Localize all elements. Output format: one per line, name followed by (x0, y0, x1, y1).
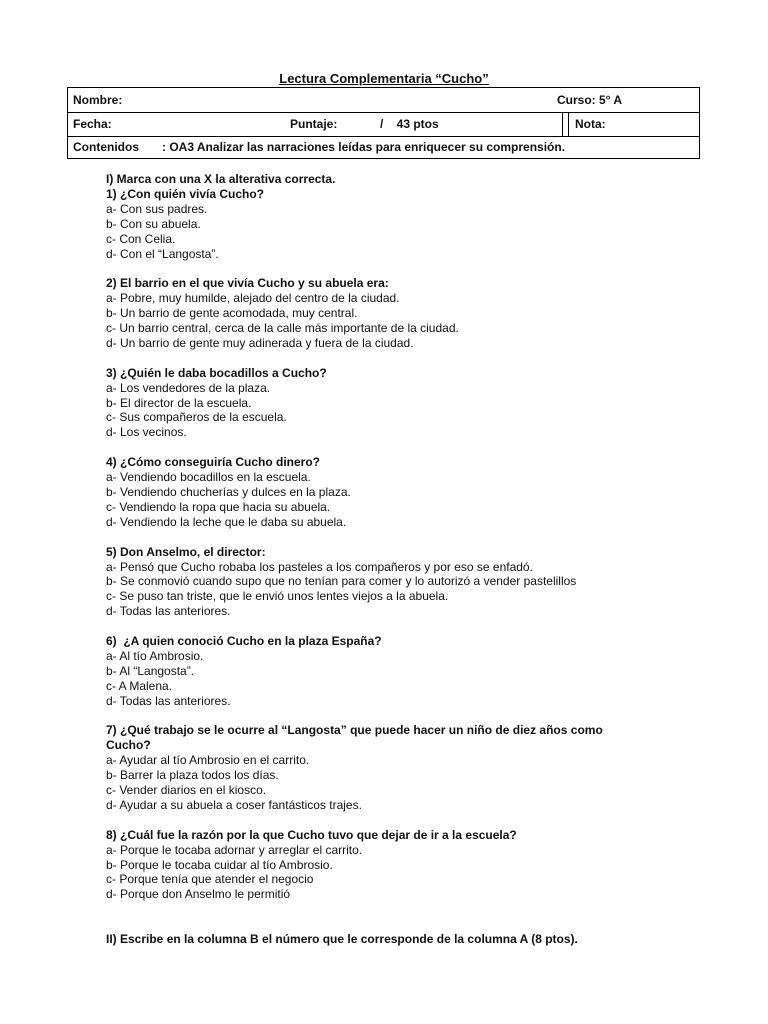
question-title: 2) El barrio en el que vivía Cucho y su abuela era: (106, 276, 389, 291)
section1-instruction: I) Marca con una X la alterativa correcta. (106, 172, 336, 186)
option-b[interactable]: b- Se conmovió cuando supo que no tenían para comer y lo autorizó a vender pastelillos (106, 574, 577, 589)
option-c[interactable]: c- Vender diarios en el kiosco. (106, 783, 267, 798)
puntaje-label: Puntaje: (290, 117, 338, 131)
header-table (67, 87, 700, 159)
contenidos-label: Contenidos (73, 140, 139, 154)
option-b[interactable]: b- Barrer la plaza todos los días. (106, 768, 279, 783)
header-row-fecha (68, 112, 699, 137)
header-divider (568, 112, 569, 136)
question-4 (106, 455, 706, 530)
option-b[interactable]: b- Un barrio de gente acomodada, muy central. (106, 306, 358, 321)
question-5 (106, 545, 706, 620)
question-7 (106, 723, 706, 812)
option-d[interactable]: d- Ayudar a su abuela a coser fantásticos trajes. (106, 797, 362, 812)
contenidos-value: : OA3 Analizar las narraciones leídas para enriquecer su comprensión. (162, 140, 566, 154)
option-a[interactable]: a- Pensó que Cucho robaba los pasteles a los compañeros y por eso se enfadó. (106, 559, 533, 574)
section2-instruction: II) Escribe en la columna B el número que le corresponde de la columna A (8 ptos). (106, 932, 578, 946)
option-d[interactable]: d- Los vecinos. (106, 425, 187, 440)
option-a[interactable]: a- Con sus padres. (106, 201, 208, 216)
question-title: 6) ¿A quien conoció Cucho en la plaza España? (106, 634, 382, 649)
option-a[interactable]: a- Pobre, muy humilde, alejado del centro de la ciudad. (106, 291, 400, 306)
curso-label: Curso: 5° A (557, 93, 623, 107)
question-title: 3) ¿Quién le daba bocadillos a Cucho? (106, 365, 327, 380)
option-c[interactable]: c- Un barrio central, cerca de la calle más importante de la ciudad. (106, 321, 459, 336)
option-b[interactable]: b- Vendiendo chucherías y dulces en la plaza. (106, 484, 351, 499)
question-1 (106, 187, 706, 262)
option-d[interactable]: d- Con el “Langosta”. (106, 246, 219, 261)
header-row-contenidos (68, 136, 699, 159)
option-d[interactable]: d- Todas las anteriores. (106, 693, 231, 708)
option-b[interactable]: b- Al “Langosta”. (106, 663, 195, 678)
option-d[interactable]: d- Todas las anteriores. (106, 604, 231, 619)
questions-section (106, 172, 706, 917)
question-title: 5) Don Anselmo, el director: (106, 544, 266, 559)
option-c[interactable]: c- Se puso tan triste, que le envió unos lentes viejos a la abuela. (106, 589, 449, 604)
header-row-nombre (68, 88, 699, 113)
option-b[interactable]: b- Con su abuela. (106, 216, 201, 231)
option-a[interactable]: a- Porque le tocaba adornar y arreglar el carrito. (106, 842, 363, 857)
option-a[interactable]: a- Al tío Ambrosio. (106, 648, 204, 663)
question-8 (106, 828, 706, 903)
question-3 (106, 366, 706, 441)
option-a[interactable]: a- Ayudar al tío Ambrosio en el carrito. (106, 753, 310, 768)
option-c[interactable]: c- Vendiendo la ropa que hacia su abuela. (106, 499, 331, 514)
option-c[interactable]: c- Porque tenía que atender el negocio (106, 872, 314, 887)
question-title: 4) ¿Cómo conseguiría Cucho dinero? (106, 455, 321, 470)
option-a[interactable]: a- Vendiendo bocadillos en la escuela. (106, 470, 311, 485)
option-a[interactable]: a- Los vendedores de la plaza. (106, 380, 271, 395)
option-b[interactable]: b- Porque le tocaba cuidar al tío Ambrosio. (106, 857, 333, 872)
puntaje-value: / 43 ptos (380, 117, 439, 131)
option-c[interactable]: c- Con Celia. (106, 231, 176, 246)
option-b[interactable]: b- El director de la escuela. (106, 395, 252, 410)
question-title: 7) ¿Qué trabajo se le ocurre al “Langosta” que puede hacer un niño de diez años como Cucho? (106, 723, 603, 753)
header-divider (562, 112, 563, 136)
option-c[interactable]: c- A Malena. (106, 678, 173, 693)
option-d[interactable]: d- Un barrio de gente muy adinerada y fuera de la ciudad. (106, 335, 414, 350)
question-6 (106, 634, 706, 709)
nombre-label: Nombre: (73, 93, 123, 107)
option-d[interactable]: d- Porque don Anselmo le permitió (106, 887, 291, 902)
document-title: Lectura Complementaria “Cucho” (279, 71, 489, 86)
question-2 (106, 276, 706, 351)
option-d[interactable]: d- Vendiendo la leche que le daba su abuela. (106, 514, 347, 529)
fecha-label: Fecha: (73, 117, 112, 131)
question-title: 8) ¿Cuál fue la razón por la que Cucho tuvo que dejar de ir a la escuela? (106, 827, 517, 842)
nota-label: Nota: (575, 117, 606, 131)
question-title: 1) ¿Con quién vivía Cucho? (106, 186, 265, 201)
option-c[interactable]: c- Sus compañeros de la escuela. (106, 410, 287, 425)
